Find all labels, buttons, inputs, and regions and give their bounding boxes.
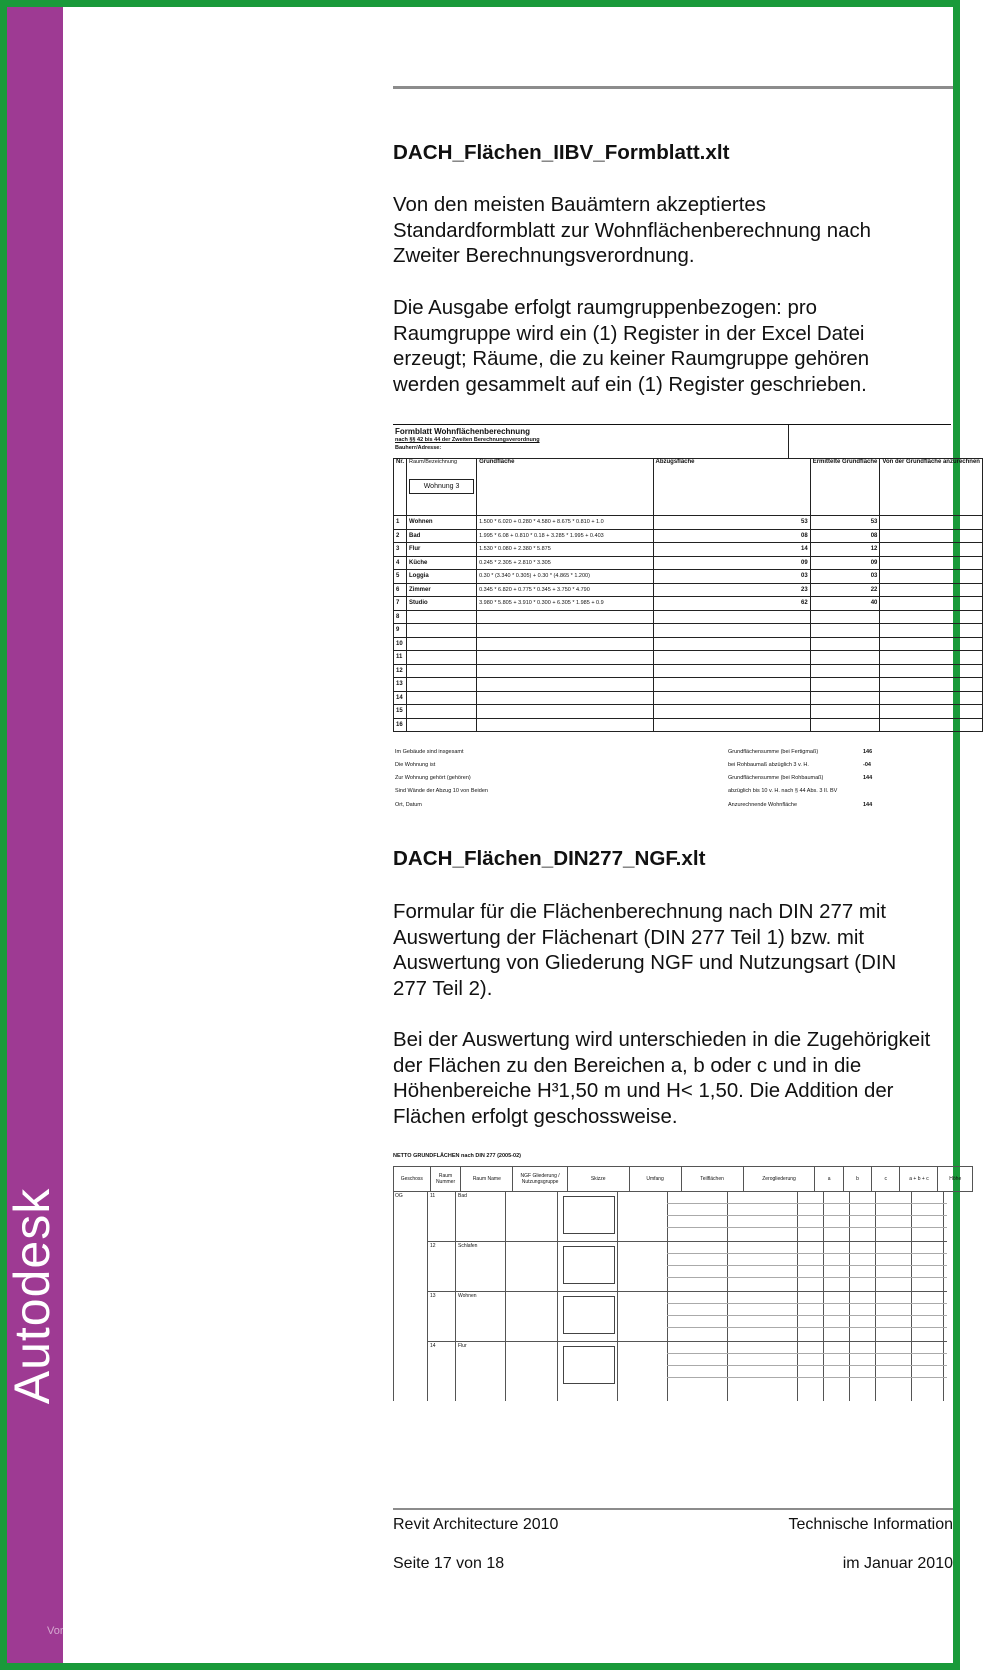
form1-cell-counted	[880, 516, 983, 530]
form1-cell-calc: 3.980 * 5.805 + 3.910 * 0.300 + 6.305 * 1.985 + 0.9	[477, 597, 653, 611]
form1-cell-calc	[477, 651, 653, 665]
form1-cell-counted	[880, 664, 983, 678]
form1-cell-net: 53	[810, 516, 880, 530]
form1-footer-l2: Die Wohnung ist	[395, 762, 436, 768]
form1-row	[394, 678, 983, 692]
form1-cell-counted	[880, 678, 983, 692]
watermark-text: Vorlage...	[47, 1625, 94, 1637]
form2-col-line	[823, 1191, 824, 1401]
form1-cell-calc: 0.30 * (3.340 * 0.305) + 0.30 * (4.865 * 1.200)	[477, 570, 653, 584]
form1-sum-5-label: Anzurechnende Wohnfläche	[728, 802, 798, 808]
form2-subrow-line	[667, 1215, 947, 1216]
form1-cell-nr: 12	[394, 664, 407, 678]
form2-row-line	[427, 1291, 947, 1292]
form1-footer-l4: Sind Wände der Abzug 10 von Beiden	[395, 788, 488, 794]
footer-page-number: Seite 17 von 18	[393, 1555, 505, 1572]
form1-cell-calc	[477, 691, 653, 705]
form1-cell-calc	[477, 610, 653, 624]
form1-cell-nr: 1	[394, 516, 407, 530]
form2-col-line	[875, 1191, 876, 1401]
form1-cell-counted	[880, 624, 983, 638]
form1-sum-1-label: Grundflächensumme (bei Fertigmaß)	[728, 749, 819, 755]
form1-cell-room	[407, 610, 477, 624]
form1-cell-nr: 2	[394, 529, 407, 543]
footer-doc-type: Technische Information	[788, 1516, 953, 1533]
form1-cell-area	[653, 664, 810, 678]
form1-sum-1: 146	[863, 749, 873, 755]
form1-cell-counted	[880, 705, 983, 719]
form2-col-line	[849, 1191, 850, 1401]
form2-col-line	[617, 1191, 618, 1401]
section2-paragraph-1: Formular für die Flächenberechnung nach DIN 277 mit Auswertung der Flächenart (DIN 277 Teil 1) bzw. mit Auswertung von Gliederung NGF und Nutzungsart (DIN 277 Teil 2).	[393, 901, 897, 1000]
form1-cell-net: 03	[810, 570, 880, 584]
form2-col-line	[911, 1191, 912, 1401]
form2-room-name: Wohnen	[458, 1293, 477, 1299]
form1-row	[394, 610, 983, 624]
form1-cell-area: 03	[653, 570, 810, 584]
form1-row	[394, 651, 983, 665]
form1-row	[394, 624, 983, 638]
section1-paragraph-2: Die Ausgabe erfolgt raumgruppenbezogen: pro Raumgruppe wird ein (1) Register in der Excel Datei erzeugt; Räume, die zu keiner Raumgruppe gehören werden gesammelt auf ein (1) Register geschrieben.	[393, 297, 870, 396]
form1-cell-counted	[880, 597, 983, 611]
form1-cell-calc	[477, 705, 653, 719]
form1-sum-3: 144	[863, 775, 873, 781]
form2-col-a: a	[815, 1167, 843, 1192]
form1-cell-nr: 14	[394, 691, 407, 705]
form1-cell-calc: 0.345 * 6.820 + 0.775 * 0.345 + 3.750 * 4.790	[477, 583, 653, 597]
form2-col-c: c	[872, 1167, 900, 1192]
form2-subrow-line	[667, 1227, 947, 1228]
form1-cell-calc	[477, 678, 653, 692]
form1-row	[394, 664, 983, 678]
section1-heading: DACH_Flächen_IIBV_Formblatt.xlt	[393, 141, 730, 164]
form1-cell-area	[653, 624, 810, 638]
form1-cell-area	[653, 651, 810, 665]
form2-col-line	[427, 1191, 428, 1401]
form1-col-nr: Nr.	[394, 459, 407, 516]
footer-rule	[393, 1508, 953, 1510]
form1-cell-calc	[477, 624, 653, 638]
form2-col-line	[557, 1191, 558, 1401]
form1-cell-calc: 1.500 * 6.020 + 0.280 * 4.580 + 8.675 * 0.810 + 1.0	[477, 516, 653, 530]
form2-header-table	[393, 1166, 973, 1192]
form1-row	[394, 570, 983, 584]
form2-col-ngf: NGF Gliederung / Nutzungsgruppe	[513, 1167, 568, 1192]
form2-subrow-line	[667, 1365, 947, 1366]
form2-room-name: Schlafen	[458, 1243, 478, 1249]
form1-subtitle: nach §§ 42 bis 44 der Zweiten Berechnungsverordnung	[395, 437, 540, 443]
form1-cell-net	[810, 637, 880, 651]
form2-room-sketch	[563, 1246, 615, 1284]
form1-cell-net: 09	[810, 556, 880, 570]
form2-subrow-line	[667, 1277, 947, 1278]
form1-row	[394, 705, 983, 719]
footer-date: im Januar 2010	[842, 1555, 953, 1572]
form2-col-room-name: Raum Name	[461, 1167, 513, 1192]
form2-room-nr: 13	[430, 1293, 436, 1299]
form2-col-abc: a + b + c	[900, 1167, 938, 1192]
din277-form-image	[393, 1153, 962, 1398]
form2-subrow-line	[667, 1315, 947, 1316]
form1-cell-area	[653, 718, 810, 732]
form1-cell-room	[407, 705, 477, 719]
form2-col-line	[943, 1191, 944, 1401]
form1-cell-room: Wohnen	[407, 516, 477, 530]
form1-cell-counted	[880, 529, 983, 543]
form1-row	[394, 597, 983, 611]
form1-cell-area	[653, 637, 810, 651]
form1-cell-area	[653, 691, 810, 705]
form1-cell-counted	[880, 543, 983, 557]
form2-subrow-line	[667, 1265, 947, 1266]
form1-cell-room	[407, 624, 477, 638]
form2-col-floor: Geschoss	[394, 1167, 431, 1192]
form1-sum-2-label: bei Rohbaumaß abzüglich 3 v. H.	[728, 762, 809, 768]
form1-cell-room	[407, 718, 477, 732]
section1-paragraph-1: Von den meisten Bauämtern akzeptiertes Standardformblatt zur Wohnflächenberechnung nach Zweiter Berechnungsverordnung.	[393, 194, 871, 267]
form2-room-nr: 14	[430, 1343, 436, 1349]
form1-sum-5: 144	[863, 802, 873, 808]
form1-cell-calc: 0.245 * 2.305 + 2.810 * 3.305	[477, 556, 653, 570]
form2-row-line	[427, 1191, 947, 1192]
form1-unit-label: Wohnung 3	[409, 479, 474, 494]
form1-cell-nr: 4	[394, 556, 407, 570]
form2-subrow-line	[667, 1377, 947, 1378]
form2-col-line	[505, 1191, 506, 1401]
form1-cell-net	[810, 678, 880, 692]
form2-floor: OG	[395, 1193, 403, 1199]
form1-cell-net: 22	[810, 583, 880, 597]
form1-cell-nr: 10	[394, 637, 407, 651]
form1-col-result: Ermittelte Grundfläche	[810, 459, 880, 516]
form1-cell-counted	[880, 570, 983, 584]
form1-col-counted: Von der Grundfläche anzurechnen	[880, 459, 983, 516]
form1-cell-nr: 11	[394, 651, 407, 665]
form1-col-deduction: Abzugsfläche	[653, 459, 810, 516]
form2-col-line	[797, 1191, 798, 1401]
section2-heading: DACH_Flächen_DIN277_NGF.xlt	[393, 847, 706, 870]
form1-cell-counted	[880, 651, 983, 665]
form1-cell-room	[407, 651, 477, 665]
form1-sum-3-label: Grundflächensumme (bei Rohbaumaß)	[728, 775, 824, 781]
form1-cell-calc: 1.530 * 0.080 + 2.380 * 5.875	[477, 543, 653, 557]
form1-footer-l5: Ort, Datum	[395, 802, 422, 808]
form1-cell-calc	[477, 637, 653, 651]
form2-subrow-line	[667, 1203, 947, 1204]
form1-cell-calc: 1.995 * 6.08 + 0.810 * 0.18 + 3.285 * 1.995 + 0.403	[477, 529, 653, 543]
form2-title: NETTO GRUNDFLÄCHEN nach DIN 277 (2005-02)	[393, 1153, 521, 1159]
form1-cell-area: 62	[653, 597, 810, 611]
form1-cell-counted	[880, 556, 983, 570]
form2-room-name: Bad	[458, 1193, 467, 1199]
form1-row	[394, 583, 983, 597]
form2-col-line	[455, 1191, 456, 1401]
form1-sum-2: -04	[863, 762, 871, 768]
form1-footer-l3: Zur Wohnung gehört (gehören)	[395, 775, 471, 781]
form2-col-partial: Teilflächen	[681, 1167, 743, 1192]
form1-row	[394, 637, 983, 651]
wohnflaechen-form-image	[393, 424, 980, 818]
form1-cell-area	[653, 705, 810, 719]
form1-cell-net	[810, 718, 880, 732]
form1-cell-nr: 15	[394, 705, 407, 719]
form1-cell-net	[810, 691, 880, 705]
form1-cell-net	[810, 651, 880, 665]
form1-cell-counted	[880, 610, 983, 624]
form2-room-sketch	[563, 1296, 615, 1334]
form1-cell-room: Flur	[407, 543, 477, 557]
form1-cell-room: Küche	[407, 556, 477, 570]
form1-row	[394, 529, 983, 543]
form1-cell-nr: 16	[394, 718, 407, 732]
form2-room-nr: 11	[430, 1193, 436, 1199]
form1-row	[394, 691, 983, 705]
form1-row	[394, 556, 983, 570]
form2-col-line	[393, 1191, 394, 1401]
form1-cell-room: Studio	[407, 597, 477, 611]
form2-subrow-line	[667, 1353, 947, 1354]
form1-table	[393, 458, 983, 732]
form2-col-room-nr: Raum Nummer	[430, 1167, 461, 1192]
form1-sum-4-label: abzüglich bis 10 v. H. nach § 44 Abs. 3 II. BV	[728, 788, 838, 794]
form2-room-nr: 12	[430, 1243, 436, 1249]
form1-cell-area: 14	[653, 543, 810, 557]
form1-row	[394, 718, 983, 732]
form1-cell-area	[653, 610, 810, 624]
form2-col-sketch: Skizze	[567, 1167, 629, 1192]
form1-cell-nr: 6	[394, 583, 407, 597]
form2-room-sketch	[563, 1346, 615, 1384]
form1-cell-room	[407, 691, 477, 705]
form2-col-height: Höhe	[938, 1167, 973, 1192]
form1-row	[394, 516, 983, 530]
form1-cell-room	[407, 637, 477, 651]
form1-row	[394, 543, 983, 557]
form1-cell-nr: 13	[394, 678, 407, 692]
form1-col-room: Raum/Bezeichnung Wohnung 3	[407, 459, 477, 516]
form1-owner-label: Bauherr/Adresse:	[395, 445, 442, 451]
form1-cell-area: 09	[653, 556, 810, 570]
form1-cell-area: 23	[653, 583, 810, 597]
form1-cell-counted	[880, 637, 983, 651]
form1-cell-room	[407, 664, 477, 678]
header-rule	[393, 86, 953, 89]
form1-cell-counted	[880, 718, 983, 732]
form1-cell-counted	[880, 691, 983, 705]
form2-col-line	[727, 1191, 728, 1401]
form1-cell-room	[407, 678, 477, 692]
form2-col-breakdown: Zerogliederung	[743, 1167, 815, 1192]
form1-cell-area: 53	[653, 516, 810, 530]
form1-cell-room: Zimmer	[407, 583, 477, 597]
footer-product: Revit Architecture 2010	[393, 1516, 559, 1533]
form2-col-perimeter: Umfang	[629, 1167, 681, 1192]
form1-title: Formblatt Wohnflächenberechnung	[395, 427, 530, 436]
autodesk-logo: Autodesk	[4, 1187, 60, 1405]
form2-row-line	[427, 1241, 947, 1242]
form1-cell-calc	[477, 718, 653, 732]
form1-cell-net	[810, 624, 880, 638]
form1-cell-nr: 5	[394, 570, 407, 584]
form1-footer-l1: Im Gebäude sind insgesamt	[395, 749, 464, 755]
form2-subrow-line	[667, 1253, 947, 1254]
form1-cell-room: Bad	[407, 529, 477, 543]
form2-room-name: Flur	[458, 1343, 467, 1349]
form1-cell-counted	[880, 583, 983, 597]
form2-row-line	[427, 1341, 947, 1342]
form1-cell-net: 12	[810, 543, 880, 557]
form1-col-area: Grundfläche	[477, 459, 653, 516]
form1-cell-area	[653, 678, 810, 692]
form1-cell-nr: 8	[394, 610, 407, 624]
form2-col-line	[667, 1191, 668, 1401]
form1-cell-room: Loggia	[407, 570, 477, 584]
form1-cell-calc	[477, 664, 653, 678]
section2-paragraph-2: Bei der Auswertung wird unterschieden in die Zugehörigkeit der Flächen zu den Bereichen a, b oder c und in die Höhenbereiche H³1,50 m und H< 1,50. Die Addition der Flächen erfolgt geschossweise.	[393, 1029, 931, 1128]
form1-cell-net	[810, 705, 880, 719]
form2-room-sketch	[563, 1196, 615, 1234]
form1-cell-net: 08	[810, 529, 880, 543]
form2-subrow-line	[667, 1327, 947, 1328]
form1-cell-nr: 7	[394, 597, 407, 611]
form1-cell-net	[810, 664, 880, 678]
form1-cell-nr: 9	[394, 624, 407, 638]
form1-cell-area: 08	[653, 529, 810, 543]
form2-subrow-line	[667, 1303, 947, 1304]
form1-cell-nr: 3	[394, 543, 407, 557]
form2-col-b: b	[843, 1167, 871, 1192]
form1-cell-net: 40	[810, 597, 880, 611]
form1-cell-net	[810, 610, 880, 624]
